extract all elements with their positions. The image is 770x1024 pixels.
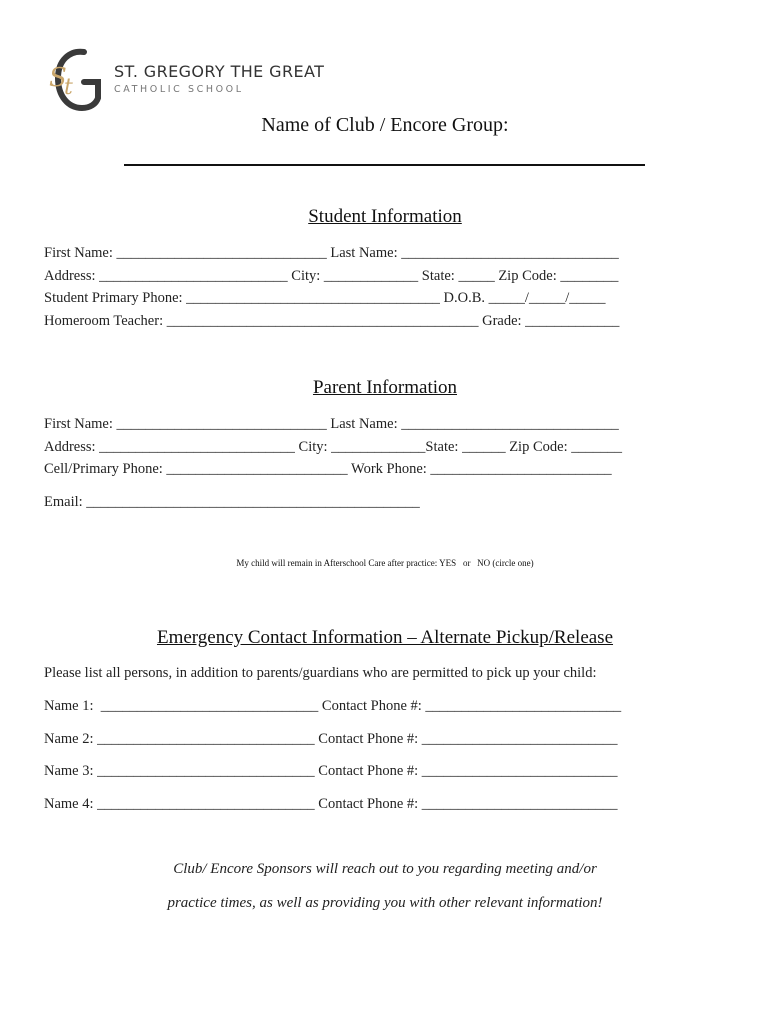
student-name-row[interactable]: First Name: _____________________________ Last Name: ______________________________ [44, 245, 619, 261]
svg-text:t: t [64, 75, 73, 100]
club-name-title: Name of Club / Encore Group: [261, 114, 509, 136]
student-address-row[interactable]: Address: __________________________ City: _____________ State: _____ Zip Code: ________ [44, 268, 619, 284]
sg-monogram-icon [44, 46, 102, 112]
emergency-contact-row-4[interactable]: Name 4: ______________________________ Contact Phone #: ___________________________ [44, 796, 618, 812]
school-header [44, 44, 324, 114]
parent-address-row[interactable]: Address: ___________________________ City: _____________State: ______ Zip Code: _______ [44, 439, 622, 455]
school-name-block [114, 61, 325, 95]
parent-phone-row[interactable]: Cell/Primary Phone: _________________________ Work Phone: _________________________ [44, 461, 612, 477]
sponsor-note-line-1: Club/ Encore Sponsors will reach out to you regarding meeting and/or [173, 861, 597, 877]
club-name-blank-line[interactable] [124, 164, 645, 166]
emergency-contact-row-1[interactable]: Name 1: ______________________________ Contact Phone #: ___________________________ [44, 698, 622, 714]
parent-email-row[interactable]: Email: ______________________________________________ [44, 494, 420, 510]
emergency-contact-heading: Emergency Contact Information – Alternate Pickup/Release [156, 627, 614, 648]
student-info-heading: Student Information [308, 206, 462, 227]
afterschool-care-statement[interactable]: My child will remain in Afterschool Care after practice: YES or NO (circle one) [236, 558, 534, 568]
emergency-contact-row-2[interactable]: Name 2: ______________________________ Contact Phone #: ___________________________ [44, 731, 618, 747]
student-phone-dob-row[interactable]: Student Primary Phone: ___________________________________ D.O.B. _____/_____/_____ [44, 290, 606, 306]
school-name: ST. GREGORY THE GREAT [114, 61, 325, 81]
emergency-contact-row-3[interactable]: Name 3: ______________________________ Contact Phone #: ___________________________ [44, 763, 618, 779]
sponsor-note-line-2: practice times, as well as providing you with other relevant information! [167, 895, 603, 911]
student-teacher-grade-row[interactable]: Homeroom Teacher: ___________________________________________ Grade: _____________ [44, 313, 620, 329]
school-subtitle: CATHOLIC SCHOOL [114, 83, 244, 95]
parent-info-heading: Parent Information [312, 377, 458, 398]
svg-text:S: S [49, 63, 67, 93]
emergency-instructions: Please list all persons, in addition to parents/guardians who are permitted to pick up your child: [44, 665, 597, 681]
parent-name-row[interactable]: First Name: _____________________________ Last Name: ______________________________ [44, 416, 619, 432]
